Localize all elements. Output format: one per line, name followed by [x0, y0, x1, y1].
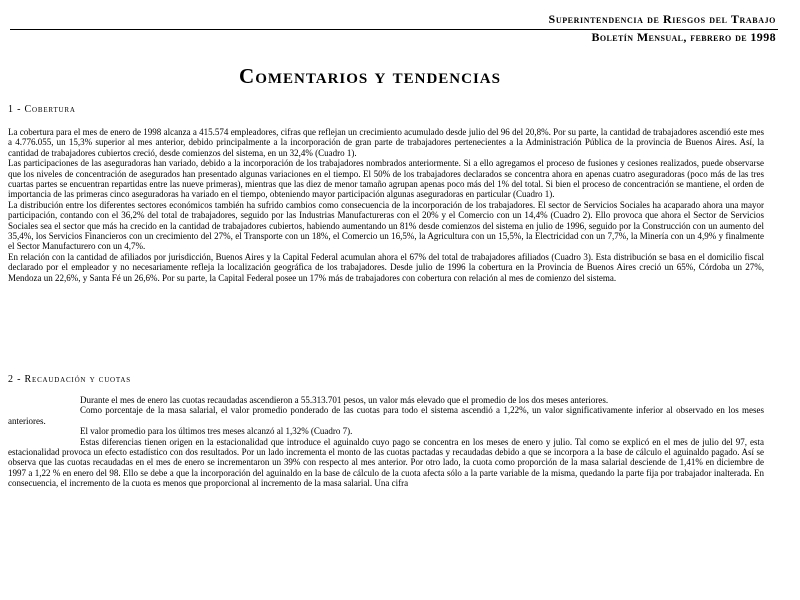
paragraph: El valor promedio para los últimos tres meses alcanzó al 1,32% (Cuadro 7). — [80, 426, 353, 437]
paragraph: Las participaciones de las aseguradoras han variado, debido a la incorporación de los trabajadores nombrados anteriormente. Si a ello agregamos el proceso de fusiones y cesiones realizados, puede observarse que los niveles de concentración de asegurados han presentado algunas variaciones en el tiempo. El 50% de los trabajadores declarados se concentra ahora en apenas cuatro aseguradoras (poco más de las tres cuartas partes se encuentran repartidas entre las nueve primeras), mientras que las diez de menor tamaño agrupan apenas poco más del 1% del total. Si bien el proceso de concentración se mantiene, el orden de importancia de las primeras cinco aseguradoras ha variado en el tiempo, obteniendo mayor participación algunas aseguradoras en particular (Cuadro 1). — [8, 158, 764, 200]
section-body-collection — [8, 395, 764, 489]
section-body-coverage — [8, 127, 764, 283]
section-heading-coverage: 1 - Cobertura — [8, 104, 76, 115]
paragraph: Estas diferencias tienen origen en la estacionalidad que introduce el aguinaldo cuyo pago se concentra en los meses de enero y julio. Tal como se explicó en el mes de julio del 97, esta estacionalidad provoca un efecto estadístico con dos resultados. Por un lado incrementa el monto de las cuotas pactadas y recaudadas debido a que se incorpora a la base de cálculo el aguinaldo pagado. Así se observa que las cuotas recaudadas en el mes de enero se incrementaron un 39% con respecto al mes anterior. Por otro lado, la cuota como proporción de la masa salarial desciende de 1,41% en diciembre de 1997 a 1,22 % en enero del 98. Ello se debe a que la incorporación del aguinaldo en la base de cálculo de la cuota afecta sólo a la parte variable de la misma, quedando la parte fija por trabajador inalterada. En consecuencia, el incremento de la cuota es menos que proporcional al incremento de la masa salarial. Una cifra — [8, 436, 764, 489]
paragraph: La distribución entre los diferentes sectores económicos también ha sufrido cambios como consecuencia de la incorporación de los trabajadores. El sector de Servicios Sociales ha acaparado ahora una mayor participación, contando con el 36,2% del total de trabajadores, seguido por las Industrias Manufactureras con el 20% y el Comercio con un 14,4% (Cuadro 2). Ello provoca que ahora el Sector de Servicios Sociales sea el sector que más ha crecido en la cantidad de trabajadores cubiertos, habiendo aumentando un 81% desde comienzos del sistema en julio de 1996, seguido por la Construcción con un aumento del 35,4%, los Servicios Financieros con un crecimiento del 27%, el Transporte con un 18%, el Comercio un 16,5%, la Agricultura con un 15,5%, la Electricidad con un 7,7%, la Minería con un 4,9% y finalmente el Sector Manufacturero con un 4,7%. — [8, 199, 764, 252]
paragraph: Como porcentaje de la masa salarial, el valor promedio ponderado de las cuotas para todo el sistema ascendió a 1,22%, un valor significativamente inferior al observado en los meses anteriores. — [8, 405, 764, 426]
paragraph: En relación con la cantidad de afiliados por jurisdicción, Buenos Aires y la Capital Federal acumulan ahora el 67% del total de trabajadores afiliados (Cuadro 3). Esta distribución se basa en el domicilio fiscal declarado por el empleador y no necesariamente refleja la localización geográfica de los trabajadores. Desde julio de 1996 la cobertura en la Provincia de Buenos Aires creció un 65%, Córdoba un 27%, Mendoza un 22,6%, y Santa Fé un 26,6%. Por su parte, la Capital Federal posee un 17% más de trabajadores con cobertura con relación al mes de comienzo del sistema. — [8, 251, 764, 283]
section-heading-collection: 2 - Recaudación y cuotas — [8, 374, 131, 385]
page-title: Comentarios y tendencias — [239, 64, 501, 88]
paragraph: Durante el mes de enero las cuotas recaudadas ascendieron a 55.313.701 pesos, un valor más elevado que el promedio de los dos meses anteriores. — [80, 395, 609, 405]
bulletin-title: Boletín Mensual, febrero de 1998 — [591, 30, 776, 44]
paragraph: La cobertura para el mes de enero de 1998 alcanza a 415.574 empleadores, cifras que reflejan un crecimiento acumulado desde julio del 96 del 20,8%. Por su parte, la cantidad de trabajadores ascendió este mes a 4.776.055, un 15,3% superior al mes anterior, debido principalmente a la incorporación de gran parte de trabajadores pertenecientes a la Administración Pública de la provincia de Buenos Aires. Así, la cantidad de trabajadores cubiertos creció, desde comienzos del sistema, en un 32,4% (Cuadro 1). — [8, 127, 764, 158]
organization-name: Superintendencia de Riesgos del Trabajo — [548, 12, 776, 26]
